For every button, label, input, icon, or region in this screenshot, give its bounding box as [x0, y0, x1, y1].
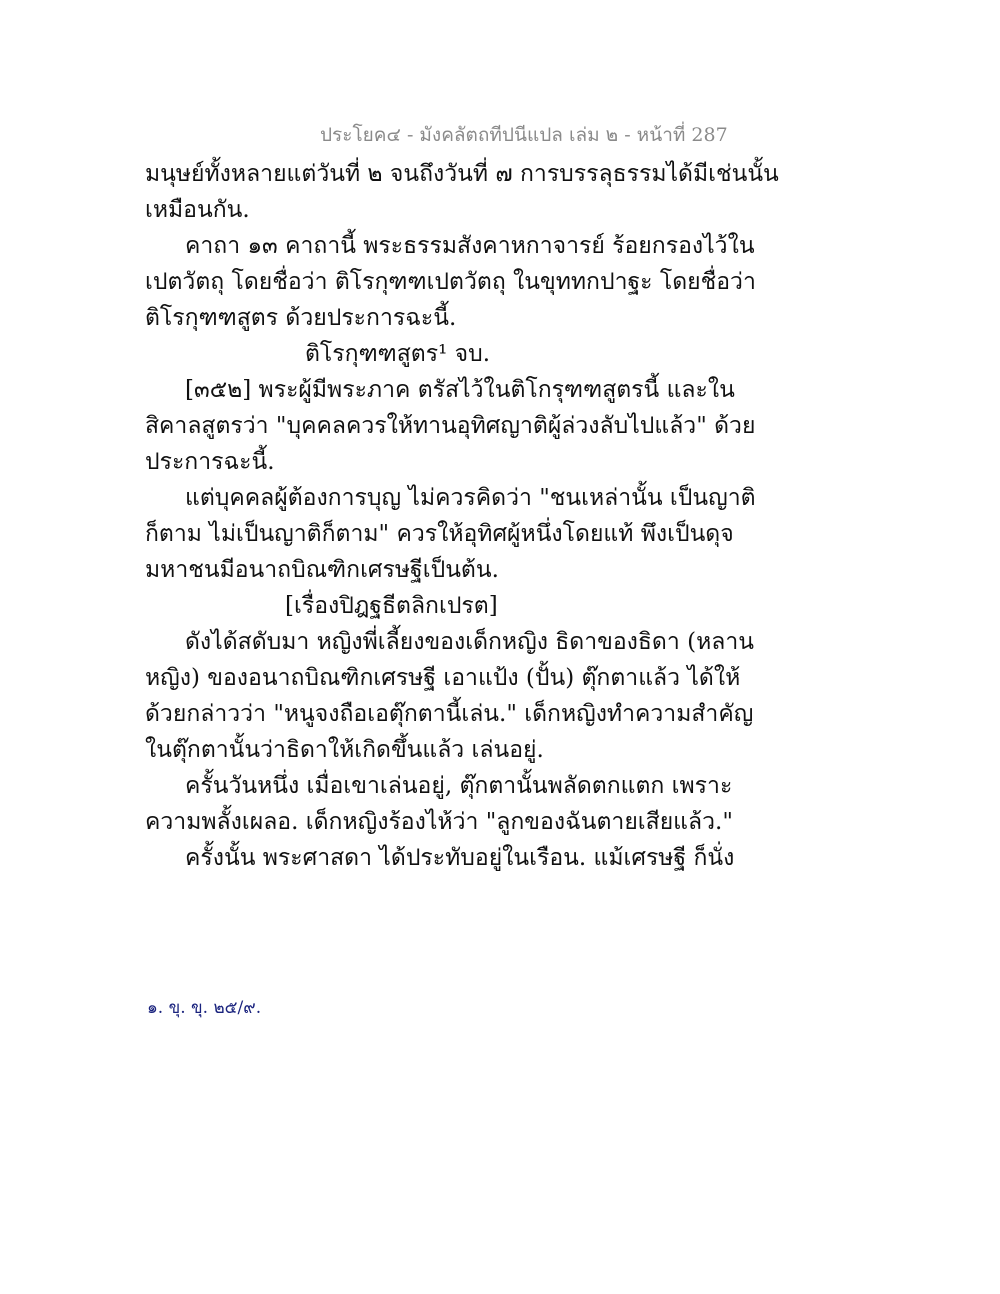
text-line: หญิง) ของอนาถบิณฑิกเศรษฐี เอาแป้ง (ปั้น) ตุ๊กตาแล้ว ได้ให้: [145, 665, 741, 691]
body-text: [145, 156, 779, 876]
footnote: ๑. ขุ. ขุ. ๒๕/๙.: [147, 998, 262, 1018]
text-line: ในตุ๊กตานั้นว่าธิดาให้เกิดขึ้นแล้ว เล่นอยู่.: [145, 737, 544, 763]
paragraph-line: คาถา ๑๓ คาถานี้ พระธรรมสังคาหกาจารย์ ร้อยกรองไว้ใน: [185, 233, 755, 259]
paragraph-line: ครั้นวันหนึ่ง เมื่อเขาเล่นอยู่, ตุ๊กตานั้นพลัดตกแตก เพราะ: [185, 773, 733, 799]
text-line: มหาชนมีอนาถบิณฑิกเศรษฐีเป็นต้น.: [145, 557, 499, 583]
text-line: ด้วยกล่าวว่า "หนูจงถือเอตุ๊กตานี้เล่น." เด็กหญิงทำความสำคัญ: [145, 701, 754, 727]
text-line: สิคาลสูตรว่า "บุคคลควรให้ทานอุทิศญาติผู้ล่วงลับไปแล้ว" ด้วย: [145, 413, 756, 439]
text-line: เปตวัตถุ โดยชื่อว่า ติโรกุฑฑเปตวัตถุ ในขุททกปาฐะ โดยชื่อว่า: [145, 269, 756, 295]
text-line: ประการฉะนี้.: [145, 449, 275, 475]
text-line: ความพลั้งเผลอ. เด็กหญิงร้องไห้ว่า "ลูกของฉันตายเสียแล้ว.": [145, 809, 733, 835]
paragraph-line: ครั้งนั้น พระศาสดา ได้ประทับอยู่ในเรือน. แม้เศรษฐี ก็นั่ง: [185, 845, 735, 871]
text-line: มนุษย์ทั้งหลายแต่วันที่ ๒ จนถึงวันที่ ๗ การบรรลุธรรมได้มีเช่นนั้น: [145, 161, 779, 187]
section-end-title: ติโรกุฑฑสูตร¹ จบ.: [305, 341, 490, 367]
text-line: ก็ตาม ไม่เป็นญาติก็ตาม" ควรให้อุทิศผู้หนึ่งโดยแท้ พึงเป็นดุจ: [145, 521, 734, 547]
section-heading: [เรื่องปิฎฐธีตลิกเปรต]: [285, 593, 498, 619]
text-line: เหมือนกัน.: [145, 197, 250, 223]
text-line: ติโรกุฑฑสูตร ด้วยประการฉะนี้.: [145, 305, 457, 331]
running-header: ประโยค๔ - มังคลัตถทีปนีแปล เล่ม ๒ - หน้าที่ 287: [320, 124, 728, 146]
paragraph-line: ดังได้สดับมา หญิงพี่เลี้ยงของเด็กหญิง ธิดาของธิดา (หลาน: [185, 629, 754, 655]
paragraph-line: แต่บุคคลผู้ต้องการบุญ ไม่ควรคิดว่า "ชนเหล่านั้น เป็นญาติ: [185, 485, 756, 511]
paragraph-line: [๓๕๒] พระผู้มีพระภาค ตรัสไว้ในติโกรุฑฑสูตรนี้ และใน: [185, 377, 735, 403]
